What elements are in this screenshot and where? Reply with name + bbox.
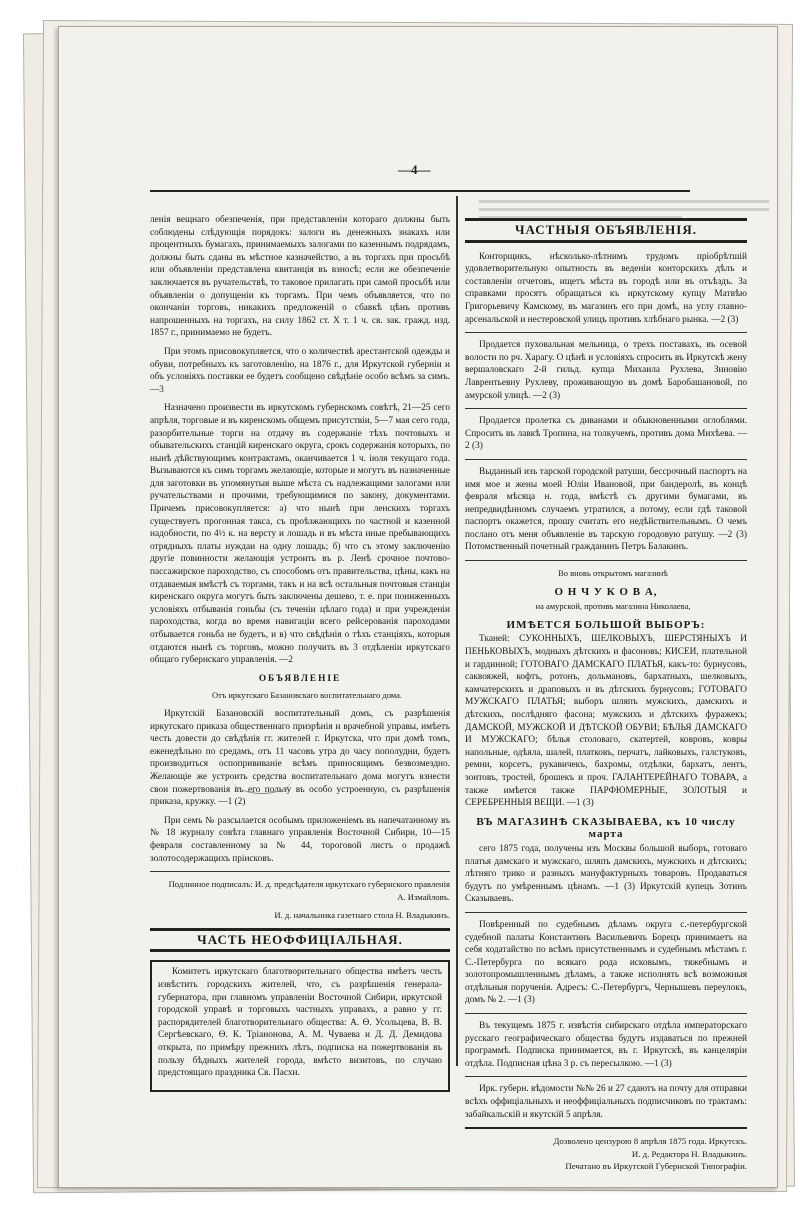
charity-notice-box — [150, 960, 450, 1091]
shop-intro: Во вновь открытомъ магазинѣ — [558, 568, 668, 579]
notice-heading: ОБЪЯВЛЕНІЕ — [258, 673, 342, 684]
paragraph: Комитетъ иркутскаго благотворительнаго общества имѣетъ честь извѣстить городскихъ жителей, что, съ разрѣшенія генерала-губернатора, при главномъ управленіи Восточной Сибири, иркутской городской управѣ и торговыхъ частныхъ управахъ, а равно у гг. распорядителей благотворительнаго общества: А. Ѳ. Усольцева, В. В. Сергѣевскаго, Ѳ. К. Тріанонова, А. М. Чуваева и Д. Д. Демидова открыта, по примѣру прежнихъ лѣтъ, подписка на пожертвованія въ пользу бѣдныхъ жителей города, вмѣсто визитовъ, по случаю предстоящаго праздника Св. Пасхи. — [158, 967, 442, 1079]
shop2-text: сего 1875 года, получены изъ Москвы большой выборъ, готоваго платья дамскаго и мужскаго, шляпъ дамскихъ, мужскихъ и дѣтскихъ; лѣтняго трико и разныхъ мануфактурныхъ товаровъ. Продаваться будутъ по умѣреннымъ цѣнамъ. —1 (3) Иркутскій купецъ Зотинъ Сказываевъ. — [465, 843, 747, 905]
advertisement: Продается пуховальная мельница, о трехъ поставахъ, въ осевой волости по рч. Харагу. О цѣнѣ и условіяхъ спросить въ Иркутскѣ жену вершаловскаго 2-й гильд. купца Михаила Рухлева, Зиновію Лаврентьевну Рухлеву, проживающую въ домѣ Баробашановой, по амурской улицѣ. —2 (3) — [465, 340, 747, 401]
divider — [465, 408, 747, 409]
divider — [465, 1076, 747, 1077]
left-column — [150, 214, 450, 1104]
advertisement: Повѣренный по судебнымъ дѣламъ округа с.-петербургской судебной палаты Константинъ Васильевичъ Борецъ принимаетъ на себя ходатайство по всѣмъ присутственнымъ и судебнымъ мѣстамъ г. С.-Петербурга по всякаго рода исковымъ, тяжебнымъ и золотопромышленнымъ дѣламъ, а также исполнять всѣ возможныя отдѣльныя порученія. Адресъ: С.-Петербургъ, Чернышевъ переулокъ, домъ № 2. —1 (3) — [465, 919, 747, 1006]
page-number: —4— — [398, 162, 431, 177]
advertisement: Ирк. губерн. вѣдомости №№ 26 и 27 сдаютъ на почту для отправки всѣхъ оффиціальныхъ и неоффиціальныхъ подписчиковъ по трактамъ: забайкальскій и якутскій 5 апрѣля. — [465, 1084, 747, 1120]
header-rule — [150, 190, 690, 192]
divider — [465, 1013, 747, 1014]
ink-flourish — [232, 765, 292, 794]
advertisement: Продается пролетка съ диванами и обыкновенными оглоблями. Спросить въ лавкѣ Тропина, на толкучемъ, противъ дома Михѣева. —2 (3) — [465, 416, 747, 452]
footer-rule — [465, 1127, 747, 1129]
signature-line: И. д. начальника газетнаго стола Н. Владыкинъ. — [274, 910, 450, 921]
shop-name: О Н Ч У К О В А, — [554, 585, 658, 598]
divider — [465, 332, 747, 333]
shop-location: на амурской, противъ магазина Николаева, — [535, 601, 691, 612]
paragraph: Иркутскій Базановскій воспитательный домъ, съ разрѣшенія иркутскаго приказа общественнаго призрѣнія и врачебной управы, имѣетъ честь довести до свѣдѣнія гг. жителей г. Иркутска, что при домѣ томъ, еженедѣльно по средамъ, отъ 11 часовъ утра до часу пополудни, будетъ производиться оспопрививаніе всѣмъ приносящимъ безвозмездно. Желающіе же устроить средства воспитательнаго дома могутъ взнести свои пожертвованія въ его пользу въ особо устроенную, съ разрѣшенія приказа, кружку. —1 (2) — [150, 708, 450, 808]
column-divider — [456, 196, 458, 1066]
signature-line: Подлинное подписалъ: И. д. предсѣдателя иркутскаго губернского правленія А. Измайловъ. — [168, 879, 450, 902]
divider — [465, 560, 747, 561]
right-column — [465, 214, 747, 1172]
notice-subheading: Отъ иркутскаго Базановскаго воспитательнаго дома. — [211, 690, 403, 701]
paragraph: При этомъ присовокупляется, что о количествѣ арестантской одежды и обуви, потребныхъ къ заготовленію, на 1876 г., для Иркутской губерніи и объ условіяхъ поставки ее будетъ сообщено свѣдѣніе особо всѣмъ за симъ. —3 — [150, 346, 450, 395]
editor-line: И. д. Редактора Н. Владыкинъ. — [631, 1148, 747, 1159]
private-ads-banner: ЧАСТНЫЯ ОБЪЯВЛЕНІЯ. — [465, 218, 747, 243]
censorship-line: Дозволено цензурою 8 апрѣля 1875 года. Иркутскъ. — [553, 1136, 747, 1147]
imprint-footer — [465, 1135, 747, 1173]
divider — [150, 871, 450, 872]
paragraph: При семъ № разсылается особымъ приложеніемъ въ напечатанному въ № 18 журналу совѣта главнаго управленія Восточной Сибири, 10—15 февраля составленному за № 44, тороговой листъ о продажѣ золотосодержащихъ пріисковъ. — [150, 815, 450, 864]
shop-text: Тканей: СУКОННЫХЪ, ШЕЛКОВЫХЪ, ШЕРСТЯНЫХЪ И ПЕНЬКОВЫХЪ, модныхъ дѣтскихъ и фасоновъ; КИСЕИ, плательной и гардинной; ГОТОВАГО ДАМСКАГО ПЛАТЬЯ, какъ-то: бурнусовъ, саквояжей, кофтъ, ротонъ, дольмановъ, бархатныхъ, шелковыхъ, камчатерскихъ и драповыхъ и въ дѣтскихъ бурнусовъ; ГОТОВАГО МУЖСКАГО ПЛАТЬЯ; выборъ шляпъ мужскихъ, дамскихъ и дѣтскихъ, послѣдняго фасона; мужскихъ и дѣтскихъ фуражекъ; ДАМСКОЙ, МУЖСКОЙ И ДѢТСКОЙ ОБУВИ; БѢЛЬЯ ДАМСКАГО И МУЖСКАГО; бѣлья столоваго, скатертей, ковровъ, ковры напольные, одѣяла, шалей, платковъ, перчатъ, лайковыхъ, галстуковъ, ремни, корсетъ, рукавичекъ, бахромы, отдѣлки, бархатъ, лентъ, зонтовъ, тростей, брошекъ и проч. ГАЛАНТЕРЕЙНАГО ТОВАРА, а также имѣется также ПАРФЮМЕРНЫЕ, ЗОЛОТЫЯ и СЕРЕБРЕННЫЯ ВЕЩИ. —1 (3) — [465, 634, 747, 809]
paragraph: ленія вещнаго обезпеченія, при представленіи котораго должны быть соблюдены слѣдующія порядокъ: залоги въ денежныхъ знакахъ или процентныхъ бумагахъ, принимаемыхъ залогами по казеннымъ подрядамъ, должны быть сданы въ мѣстное казначейство, а въ торгахъ при просьбѣ или объявленіи представлена квитанція въ взносѣ; если же обезпеченіе заключается въ ручательствѣ, то таковое прилагать при самой просьбѣ или объявленіи о допущеніи къ торгамъ. При чемъ объявляется, что по окончаніи торговъ, никакихъ предложеній о сбавкѣ цѣнъ противъ напрошенныхъ на торгахъ, на силу 1862 ст. Х т. 1 ч. св. зак. гражд. изд. 1857 г., принимаемо не будетъ. — [150, 215, 450, 339]
shop-banner: ИМѢЕТСЯ БОЛЬШОЙ ВЫБОРЪ: — [506, 618, 706, 631]
divider — [465, 912, 747, 913]
unofficial-section-banner: ЧАСТЬ НЕОФФИЦІАЛЬНАЯ. — [150, 928, 450, 953]
divider — [465, 459, 747, 460]
shop2-heading: ВЪ МАГАЗИНѢ СКАЗЫВАЕВА, къ 10 числу марта — [476, 815, 736, 841]
advertisement: Конторщикъ, нѣсколько-лѣтнимъ трудомъ пріобрѣтшій удовлетворительную опытность въ веденіи конторскихъ дѣлъ и составленіи отчетовъ, ищетъ мѣста въ городѣ или въ отъѣздъ. За справками просятъ обращаться къ иркутскому купцу Матвѣю Григорьевичу Камскому, въ магазинъ его при домѣ, на углу главно-арсенальской и нестеровской улицъ противъ хлѣбнаго рынка. —2 (3) — [465, 251, 747, 325]
advertisement: Въ текущемъ 1875 г. извѣстія сибирскаго отдѣла императорскаго русскаго географическаго общества будутъ издаваться по прежней программѣ. Подписка принимается, въ г. Иркутскѣ, въ канцеляріи отдѣла. Подписная цѣна 3 р. съ пересылкою. —1 (3) — [465, 1021, 747, 1069]
advertisement: Выданный изъ тарской городской ратуши, бессрочный паспортъ на имя мое и жены моей Юліи Ивановой, при бандеролѣ, въ концѣ февраля мѣсяца н. года, вмѣстѣ съ другими бумагами, въ непредвидѣнномъ случаемъ утратился, а потому, если гдѣ таковой паспортъ окажется, прошу считать его недѣйствительнымъ. О чемъ послано отъ меня объявленіе въ тарскую городовую ратушу. —2 (3) Потомственный почетный гражданинъ Петръ Балакинъ. — [465, 466, 747, 553]
paragraph: Назначено произвести въ иркутскомъ губернскомъ совѣтѣ, 21—25 сего апрѣля, торговые и въ киренскомъ общемъ присутствіи, 5—7 мая сего года, разорбительные торги на отдачу въ содержаніе тѣхъ почтовыхъ и обывательскихъ станцій киренскаго округа, срокъ содержанія которыхъ, по нынѣ дѣйствующимъ контрактамъ, оканчивается 1 ч. іюля текущаго года. Вызываются къ симъ торгамъ желающіе, которые и могутъ въ назначенные для заготовки въ упомянутыя выше мѣста съ надлежащими залогами или ручательствами и прочими, требующимися по закону, документами. Причемъ присовокупляется: а) что нынѣ при ленскихъ торгахъ существуетъ прогонная такса, съ проѣзжающихъ по частной и казенной надобности, по 4½ к. на версту и лошадь и въ мѣста иные пребывающихъ отрядныхъ платы нуждаи на одну лошадь; б) что съ этому заключенію другіе повинности желающія устроить въ р. Ленѣ срочное почтово-пассажирское пароходство, съ способомъ отъ правительства, цѣны, какъ на отдаваемыя вмѣстѣ съ торгами, такъ и на всѣ остальныя почтовыя станціи киренскаго округа могутъ быть заключены дешево, т. е. при пониженныхъ условіяхъ отбыванія гоньбы (съ теченіи цѣлаго года) и при учрежденіи пароходства, когда во время навигаціи всего рейсерованія пароходами отбывается гоньба не будетъ, и в) что свѣдѣнія о тѣхъ станціяхъ, которыя отдаются нынѣ съ торговъ, можно получить въ 3 отдѣленіи иркутскаго общаго губернскаго управленія. —2 — [150, 403, 450, 666]
printer-line: Печатано въ Иркутской Губернской Типографіи. — [565, 1161, 747, 1172]
